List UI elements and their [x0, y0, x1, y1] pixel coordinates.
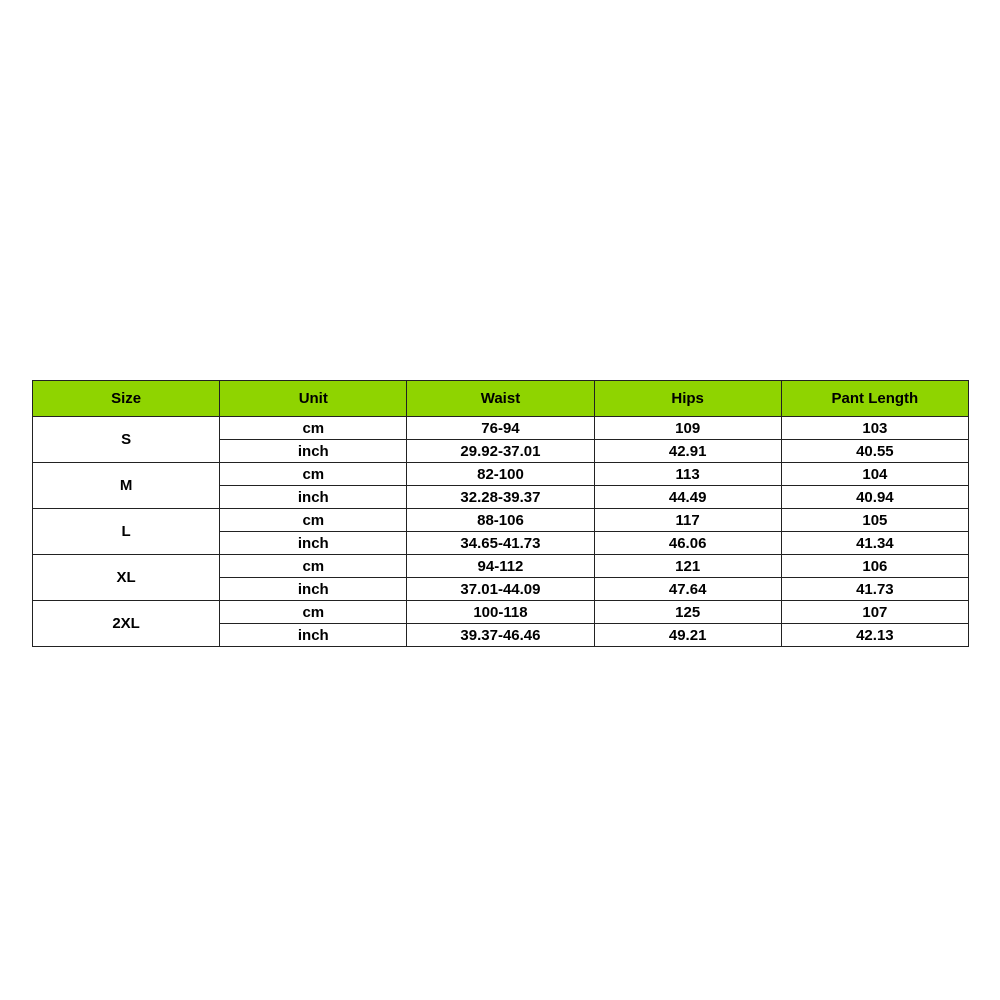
pant-length-cell: 107 [781, 601, 968, 624]
header-unit: Unit [220, 381, 407, 417]
pant-length-cell: 103 [781, 417, 968, 440]
size-cell: 2XL [33, 601, 220, 647]
size-cell: L [33, 509, 220, 555]
unit-cell: cm [220, 555, 407, 578]
waist-cell: 76-94 [407, 417, 594, 440]
table-row [33, 509, 969, 532]
hips-cell: 47.64 [594, 578, 781, 601]
hips-cell: 44.49 [594, 486, 781, 509]
size-cell: S [33, 417, 220, 463]
table-row [33, 417, 969, 440]
unit-cell: cm [220, 463, 407, 486]
unit-cell: inch [220, 440, 407, 463]
hips-cell: 109 [594, 417, 781, 440]
waist-cell: 34.65-41.73 [407, 532, 594, 555]
pant-length-cell: 41.34 [781, 532, 968, 555]
unit-cell: cm [220, 509, 407, 532]
unit-cell: inch [220, 486, 407, 509]
unit-cell: cm [220, 601, 407, 624]
unit-cell: inch [220, 624, 407, 647]
header-waist: Waist [407, 381, 594, 417]
table-row [33, 463, 969, 486]
pant-length-cell: 105 [781, 509, 968, 532]
table-row [33, 601, 969, 624]
unit-cell: cm [220, 417, 407, 440]
table-body [33, 417, 969, 647]
hips-cell: 125 [594, 601, 781, 624]
pant-length-cell: 41.73 [781, 578, 968, 601]
table-header [33, 381, 969, 417]
waist-cell: 29.92-37.01 [407, 440, 594, 463]
waist-cell: 39.37-46.46 [407, 624, 594, 647]
unit-cell: inch [220, 578, 407, 601]
waist-cell: 32.28-39.37 [407, 486, 594, 509]
hips-cell: 121 [594, 555, 781, 578]
hips-cell: 113 [594, 463, 781, 486]
pant-length-cell: 40.94 [781, 486, 968, 509]
table-row [33, 555, 969, 578]
waist-cell: 82-100 [407, 463, 594, 486]
waist-cell: 37.01-44.09 [407, 578, 594, 601]
header-row [33, 381, 969, 417]
size-cell: M [33, 463, 220, 509]
hips-cell: 46.06 [594, 532, 781, 555]
pant-length-cell: 40.55 [781, 440, 968, 463]
size-cell: XL [33, 555, 220, 601]
size-chart-table [32, 380, 969, 647]
header-hips: Hips [594, 381, 781, 417]
hips-cell: 49.21 [594, 624, 781, 647]
header-size: Size [33, 381, 220, 417]
unit-cell: inch [220, 532, 407, 555]
waist-cell: 100-118 [407, 601, 594, 624]
pant-length-cell: 104 [781, 463, 968, 486]
hips-cell: 42.91 [594, 440, 781, 463]
hips-cell: 117 [594, 509, 781, 532]
waist-cell: 94-112 [407, 555, 594, 578]
pant-length-cell: 106 [781, 555, 968, 578]
header-pant-length: Pant Length [781, 381, 968, 417]
waist-cell: 88-106 [407, 509, 594, 532]
pant-length-cell: 42.13 [781, 624, 968, 647]
